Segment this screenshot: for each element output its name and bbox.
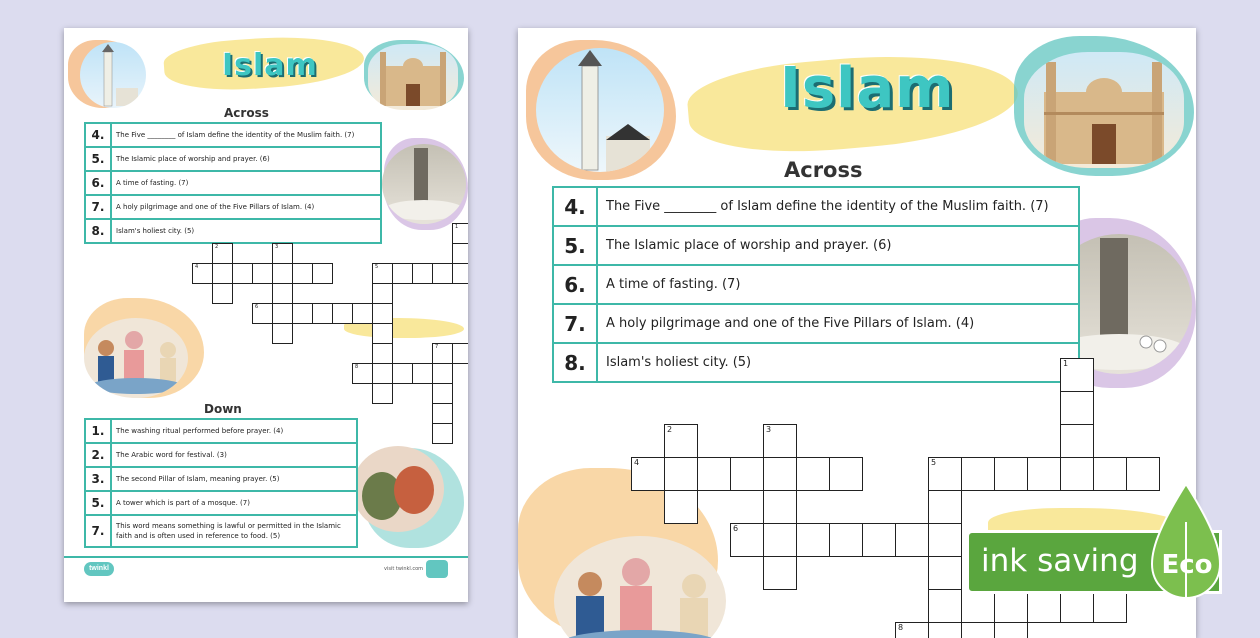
cell-number: 1 — [1063, 359, 1069, 368]
clue-row — [553, 265, 1079, 304]
mosque-image — [368, 44, 458, 110]
clue-text: This word means something is lawful or permitted in the Islamic faith and is often used in reference to food. (5) — [111, 515, 357, 547]
crossword-cell[interactable] — [763, 424, 797, 458]
cell-number: 3 — [766, 425, 772, 434]
clue-row — [553, 343, 1079, 382]
clue-text: A tower which is part of a mosque. (7) — [111, 491, 357, 515]
cell-number: 5 — [375, 264, 379, 270]
crossword-cell[interactable] — [252, 303, 273, 324]
crossword-cell[interactable] — [272, 303, 293, 324]
crossword-cell[interactable] — [372, 303, 393, 324]
crossword-cell[interactable] — [994, 457, 1028, 491]
cell-number: 6 — [255, 304, 259, 310]
crossword-cell[interactable] — [1093, 457, 1127, 491]
crossword-cell[interactable] — [730, 457, 764, 491]
clue-text: The Arabic word for festival. (3) — [111, 443, 357, 467]
clue-text: A holy pilgrimage and one of the Five Pillars of Islam. (4) — [111, 195, 381, 219]
crossword-cell[interactable] — [928, 523, 962, 557]
clue-row — [85, 419, 357, 443]
clue-number: 5. — [553, 226, 597, 265]
ink-saving-label: ink saving — [981, 543, 1139, 579]
crossword-cell[interactable] — [312, 263, 333, 284]
crossword-cell[interactable] — [372, 383, 393, 404]
crossword-cell[interactable] — [432, 343, 453, 364]
crossword-cell[interactable] — [292, 303, 313, 324]
crossword-cell[interactable] — [452, 263, 468, 284]
clue-row — [85, 123, 381, 147]
clue-number: 5. — [85, 491, 111, 515]
crossword-cell[interactable] — [452, 223, 468, 244]
prayer-scene-image — [352, 446, 444, 532]
crossword-cell[interactable] — [928, 589, 962, 623]
worksheet-preview-small — [64, 28, 468, 602]
clue-number: 4. — [85, 123, 111, 147]
mosque-image — [1024, 52, 1184, 168]
page-title: Islam — [222, 48, 318, 83]
clue-text: The Five ________ of Islam define the identity of the Muslim faith. (7) — [597, 187, 1079, 226]
cell-number: 2 — [667, 425, 673, 434]
clue-row — [85, 195, 381, 219]
twinkl-logo: twinkl — [84, 562, 114, 576]
crossword-cell[interactable] — [1060, 424, 1094, 458]
crossword-cell[interactable] — [212, 243, 233, 264]
crossword-cell[interactable] — [763, 490, 797, 524]
crossword-cell[interactable] — [1060, 391, 1094, 425]
crossword-cell[interactable] — [994, 622, 1028, 638]
crossword-cell[interactable] — [631, 457, 665, 491]
crossword-cell[interactable] — [829, 523, 863, 557]
crossword-cell[interactable] — [292, 263, 313, 284]
crossword-cell[interactable] — [272, 323, 293, 344]
clue-text: The second Pillar of Islam, meaning prayer. (5) — [111, 467, 357, 491]
clue-row — [553, 304, 1079, 343]
cell-number: 6 — [733, 524, 739, 533]
crossword-cell[interactable] — [372, 283, 393, 304]
across-heading: Across — [224, 106, 269, 120]
crossword-cell[interactable] — [452, 343, 468, 364]
down-clue-table — [84, 418, 358, 548]
crossword-cell[interactable] — [272, 263, 293, 284]
crossword-cell[interactable] — [372, 363, 393, 384]
crossword-cell[interactable] — [862, 523, 896, 557]
crossword-cell[interactable] — [994, 589, 1028, 623]
clue-number: 7. — [85, 515, 111, 547]
minaret-image — [536, 48, 664, 172]
crossword-cell[interactable] — [312, 303, 333, 324]
clue-number: 3. — [85, 467, 111, 491]
clue-text: Islam's holiest city. (5) — [111, 219, 381, 243]
clue-text: A time of fasting. (7) — [597, 265, 1079, 304]
cell-number: 3 — [275, 244, 279, 250]
clue-text: The Islamic place of worship and prayer. (6) — [111, 147, 381, 171]
crossword-cell[interactable] — [895, 622, 929, 638]
across-heading: Across — [784, 158, 863, 182]
badge-icon — [426, 560, 448, 578]
crossword-cell[interactable] — [961, 622, 995, 638]
crossword-cell[interactable] — [412, 363, 433, 384]
crossword-cell[interactable] — [1060, 589, 1094, 623]
crossword-cell[interactable] — [928, 556, 962, 590]
crossword-cell[interactable] — [272, 243, 293, 264]
cell-number: 2 — [215, 244, 219, 250]
crossword-cell[interactable] — [1060, 358, 1094, 392]
crossword-cell[interactable] — [352, 303, 373, 324]
clue-row — [85, 467, 357, 491]
clue-number: 6. — [553, 265, 597, 304]
cell-number: 5 — [931, 458, 937, 467]
crossword-cell[interactable] — [664, 424, 698, 458]
crossword-cell[interactable] — [928, 457, 962, 491]
crossword-cell[interactable] — [796, 523, 830, 557]
crossword-cell[interactable] — [697, 457, 731, 491]
kaaba-pilgrims-image — [382, 144, 466, 224]
clue-number: 1. — [85, 419, 111, 443]
crossword-cell[interactable] — [452, 243, 468, 264]
clue-row — [85, 219, 381, 243]
crossword-cell[interactable] — [763, 523, 797, 557]
crossword-cell[interactable] — [763, 556, 797, 590]
cell-number: 4 — [634, 458, 640, 467]
clue-number: 8. — [85, 219, 111, 243]
cell-number: 7 — [435, 344, 439, 350]
crossword-cell[interactable] — [272, 283, 293, 304]
crossword-cell[interactable] — [928, 490, 962, 524]
cell-number: 1 — [455, 224, 459, 230]
crossword-cell[interactable] — [432, 423, 453, 444]
crossword-cell[interactable] — [212, 283, 233, 304]
crossword-cell[interactable] — [412, 263, 433, 284]
crossword-cell[interactable] — [730, 523, 764, 557]
crossword-cell[interactable] — [763, 457, 797, 491]
crossword-cell[interactable] — [1027, 457, 1061, 491]
clue-text: The washing ritual performed before prayer. (4) — [111, 419, 357, 443]
crossword-cell[interactable] — [432, 363, 453, 384]
crossword-cell[interactable] — [352, 363, 373, 384]
clue-text: A holy pilgrimage and one of the Five Pillars of Islam. (4) — [597, 304, 1079, 343]
clue-row — [553, 226, 1079, 265]
footer-divider — [64, 556, 468, 558]
clue-number: 5. — [85, 147, 111, 171]
clue-row — [85, 171, 381, 195]
eco-label: Eco — [1161, 550, 1213, 580]
clue-row — [85, 491, 357, 515]
clue-number: 6. — [85, 171, 111, 195]
crossword-cell[interactable] — [928, 622, 962, 638]
clue-text: The Five ________ of Islam define the identity of the Muslim faith. (7) — [111, 123, 381, 147]
crossword-cell[interactable] — [432, 383, 453, 404]
crossword-cell[interactable] — [372, 343, 393, 364]
crossword-cell[interactable] — [664, 457, 698, 491]
clue-number: 7. — [85, 195, 111, 219]
clue-text: The Islamic place of worship and prayer. (6) — [597, 226, 1079, 265]
crossword-cell[interactable] — [432, 263, 453, 284]
clue-number: 2. — [85, 443, 111, 467]
clue-number: 8. — [553, 343, 597, 382]
eco-leaf-icon — [1150, 482, 1222, 602]
crossword-cell[interactable] — [392, 363, 413, 384]
crossword-cell[interactable] — [1027, 589, 1061, 623]
crossword-cell[interactable] — [252, 263, 273, 284]
clue-text: A time of fasting. (7) — [111, 171, 381, 195]
crossword-cell[interactable] — [432, 403, 453, 424]
clue-number: 7. — [553, 304, 597, 343]
crossword-cell[interactable] — [392, 263, 413, 284]
crossword-cell[interactable] — [1093, 589, 1127, 623]
cell-number: 4 — [195, 264, 199, 270]
crossword-cell[interactable] — [1060, 457, 1094, 491]
crossword-cell[interactable] — [895, 523, 929, 557]
cell-number: 8 — [355, 364, 359, 370]
crossword-cell[interactable] — [796, 457, 830, 491]
crossword-cell[interactable] — [664, 490, 698, 524]
clue-row — [85, 147, 381, 171]
minaret-image — [80, 42, 146, 108]
crossword-cell[interactable] — [372, 323, 393, 344]
clue-row — [85, 515, 357, 547]
family-meal-image — [84, 318, 188, 398]
crossword-cell[interactable] — [212, 263, 233, 284]
clue-row — [553, 187, 1079, 226]
across-clue-table — [552, 186, 1080, 383]
clue-text: Islam's holiest city. (5) — [597, 343, 1079, 382]
crossword-cell[interactable] — [372, 263, 393, 284]
clue-row — [85, 443, 357, 467]
crossword-cell[interactable] — [232, 263, 253, 284]
clue-number: 4. — [553, 187, 597, 226]
crossword-cell[interactable] — [332, 303, 353, 324]
crossword-cell[interactable] — [961, 457, 995, 491]
cell-number: 8 — [898, 623, 904, 632]
crossword-cell[interactable] — [829, 457, 863, 491]
crossword-cell[interactable] — [192, 263, 213, 284]
footer-url: visit twinkl.com — [384, 566, 424, 572]
across-clue-table — [84, 122, 382, 244]
down-heading: Down — [204, 402, 242, 416]
page-title: Islam — [780, 56, 955, 121]
